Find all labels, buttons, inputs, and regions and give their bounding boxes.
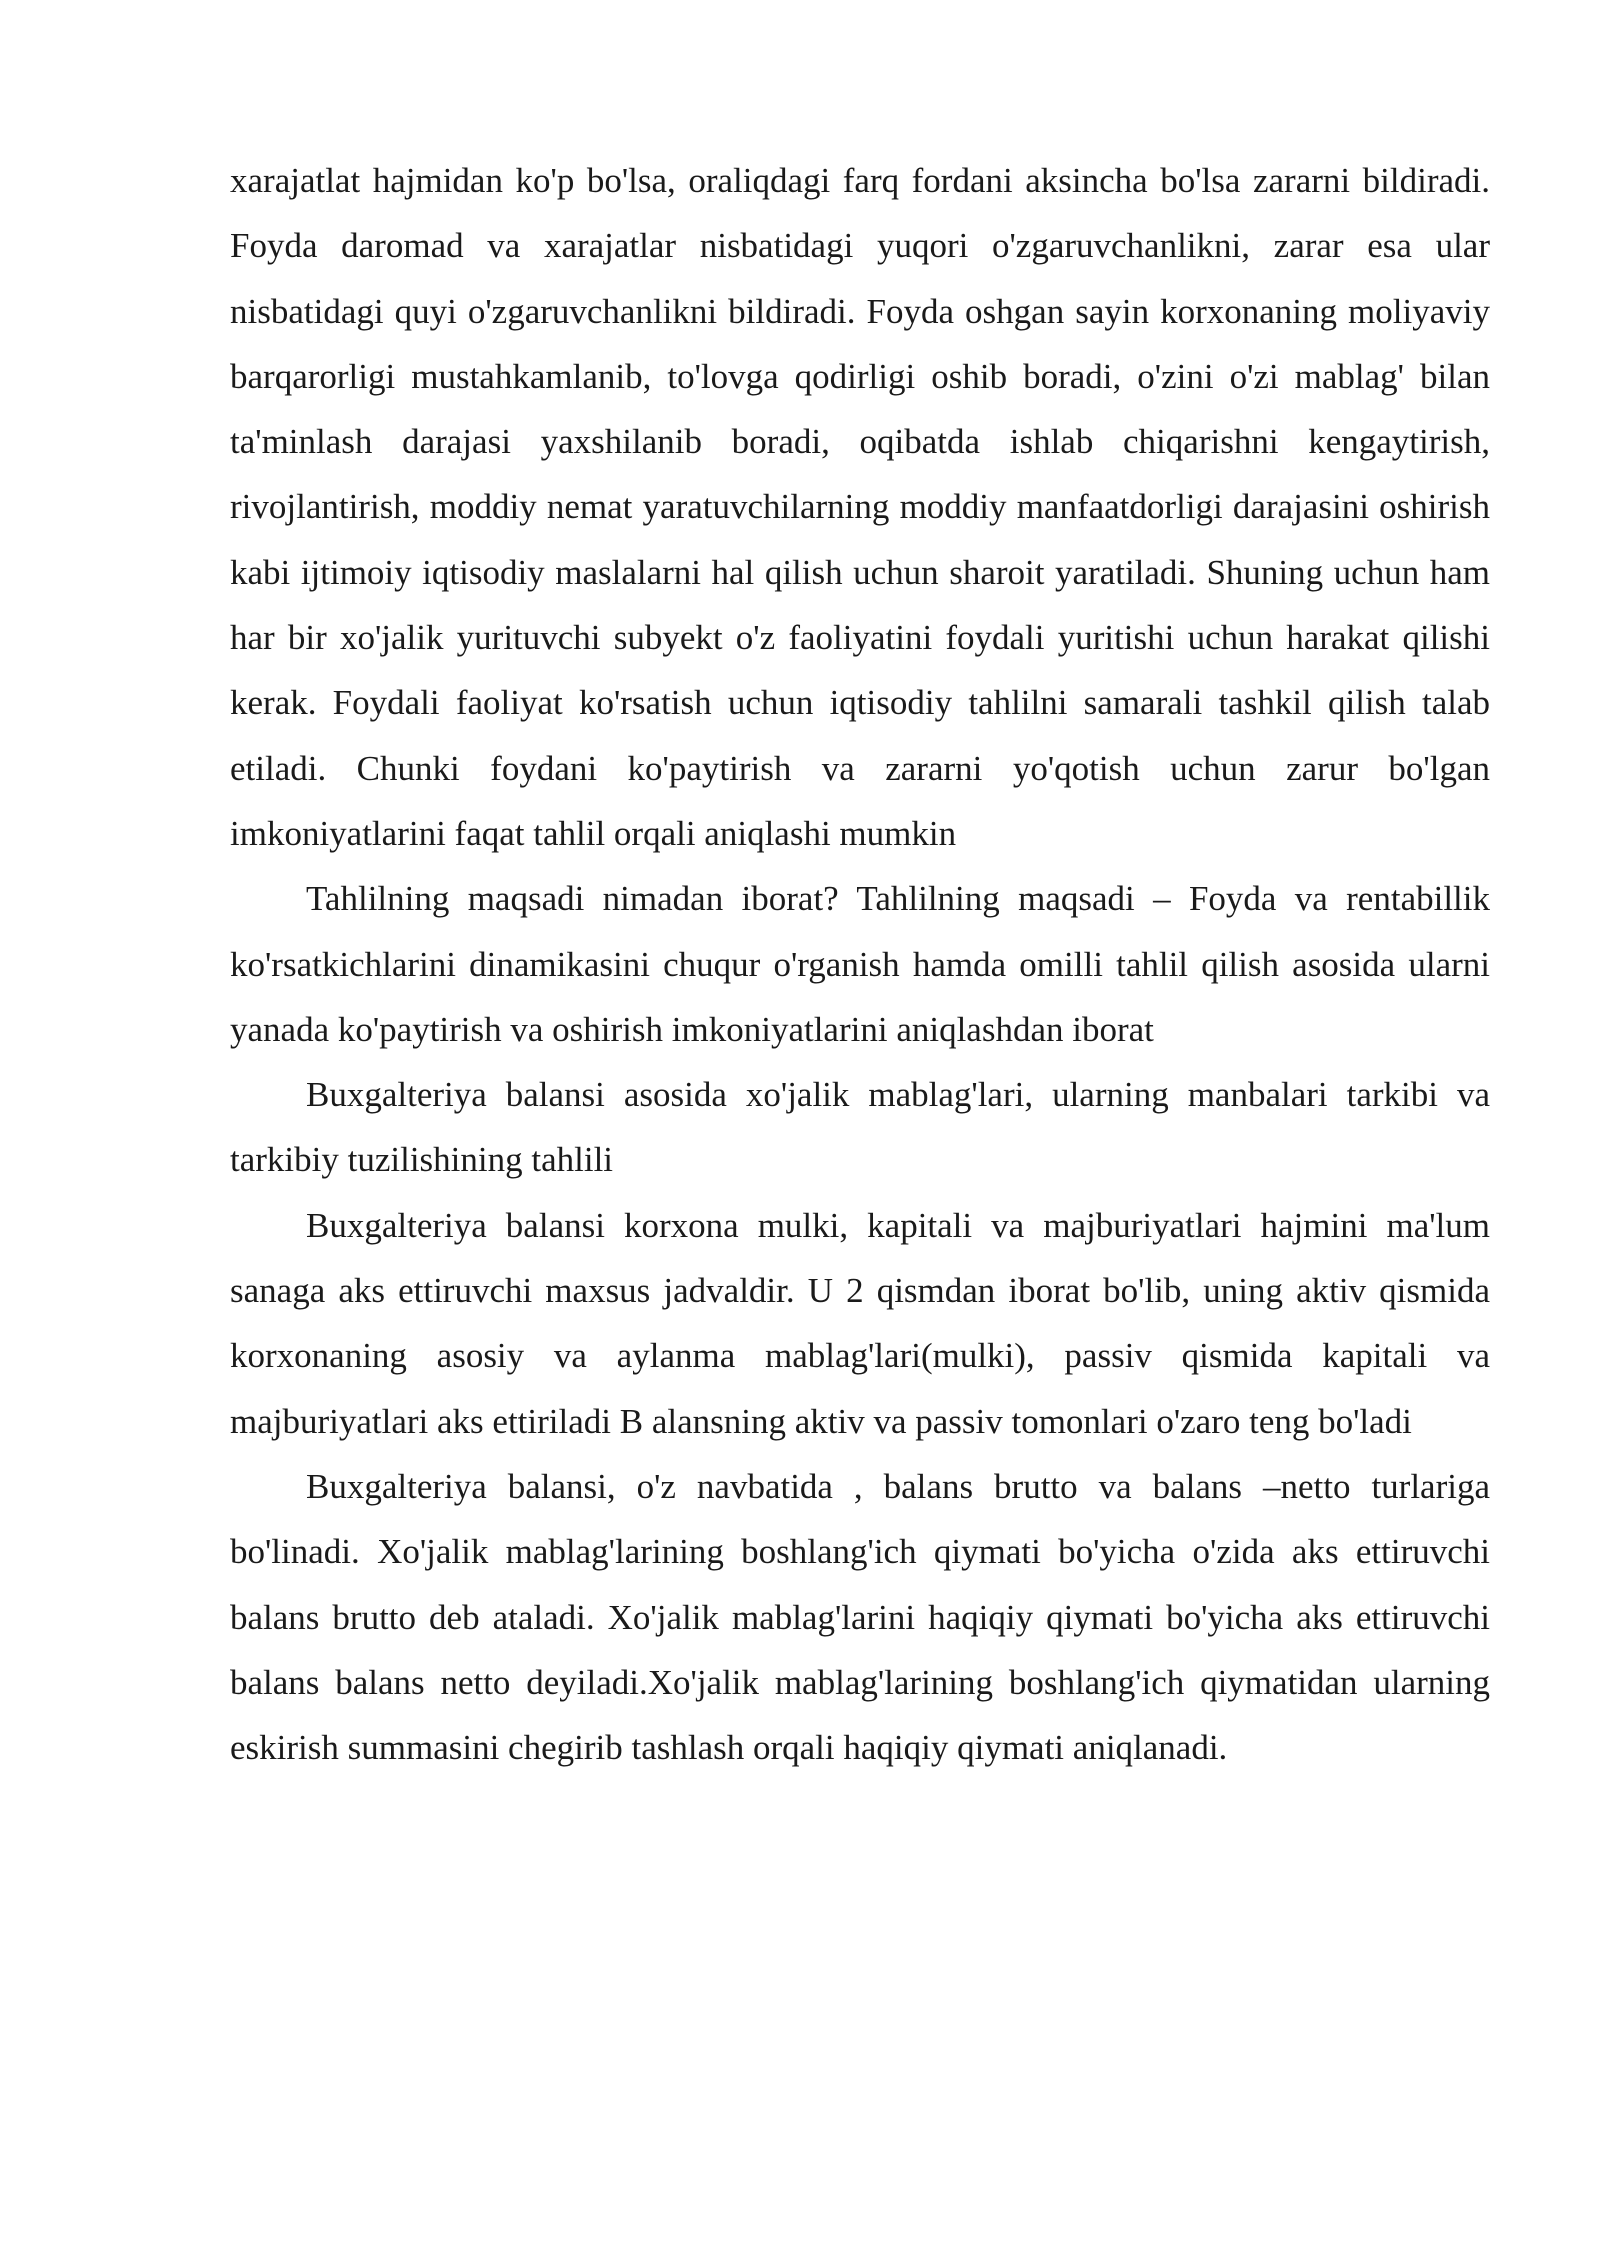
paragraph-balance-definition: Buxgalteriya balansi korxona mulki, kapitali va majburiyatlari hajmini ma'lum sanaga aks ettiruvchi maxsus jadvaldir. U 2 qismdan iborat bo'lib, uning aktiv qismida korxonaning asosiy va aylanma mablag'lari(mulki), passiv qismida kapitali va majburiyatlari aks ettiriladi B alansning aktiv va passiv tomonlari o'zaro teng bo'ladi <box>230 1205 1490 1441</box>
document-body <box>230 148 1490 1780</box>
paragraph-profit-loss: xarajatlat hajmidan ko'p bo'lsa, oraliqdagi farq fordani aksincha bo'lsa zararni bildiradi. Foyda daromad va xarajatlar nisbatidagi yuqori o'zgaruvchanlikni, zarar esa ular nisbatidagi quyi o'zgaruvchanlikni bildiradi. Foyda oshgan sayin korxonaning moliyaviy barqarorligi mustahkamlanib, to'lovga qodirligi oshib boradi, o'zini o'zi mablag' bilan ta'minlash darajasi yaxshilanib boradi, oqibatda ishlab chiqarishni kengaytirish, rivojlantirish, moddiy nemat yaratuvchilarning moddiy manfaatdorligi darajasini oshirish kabi ijtimoiy iqtisodiy maslalarni hal qilish uchun sharoit yaratiladi. Shuning uchun ham har bir xo'jalik yurituvchi subyekt o'z faoliyatini foydali yuritishi uchun harakat qilishi kerak. Foydali faoliyat ko'rsatish uchun iqtisodiy tahlilni samarali tashkil qilish talab etiladi. Chunki foydani ko'paytirish va zararni yo'qotish uchun zarur bo'lgan imkoniyatlarini faqat tahlil orqali aniqlashi mumkin <box>230 161 1490 853</box>
paragraph-section-heading: Buxgalteriya balansi asosida xo'jalik mablag'lari, ularning manbalari tarkibi va tarkibiy tuzilishining tahlili <box>230 1075 1490 1180</box>
paragraph-analysis-goal: Tahlilning maqsadi nimadan iborat? Tahlilning maqsadi – Foyda va rentabillik ko'rsatkichlarini dinamikasini chuqur o'rganish hamda omilli tahlil qilish asosida ularni yanada ko'paytirish va oshirish imkoniyatlarini aniqlashdan iborat <box>230 879 1490 1049</box>
paragraph-balance-types: Buxgalteriya balansi, o'z navbatida , balans brutto va balans –netto turlariga bo'linadi. Xo'jalik mablag'larining boshlang'ich qiymati bo'yicha o'zida aks ettiruvchi balans brutto deb ataladi. Xo'jalik mablag'larini haqiqiy qiymati bo'yicha aks ettiruvchi balans balans netto deyiladi.Xo'jalik mablag'larining boshlang'ich qiymatidan ularning eskirish summasini chegirib tashlash orqali haqiqiy qiymati aniqlanadi. <box>230 1466 1490 1768</box>
